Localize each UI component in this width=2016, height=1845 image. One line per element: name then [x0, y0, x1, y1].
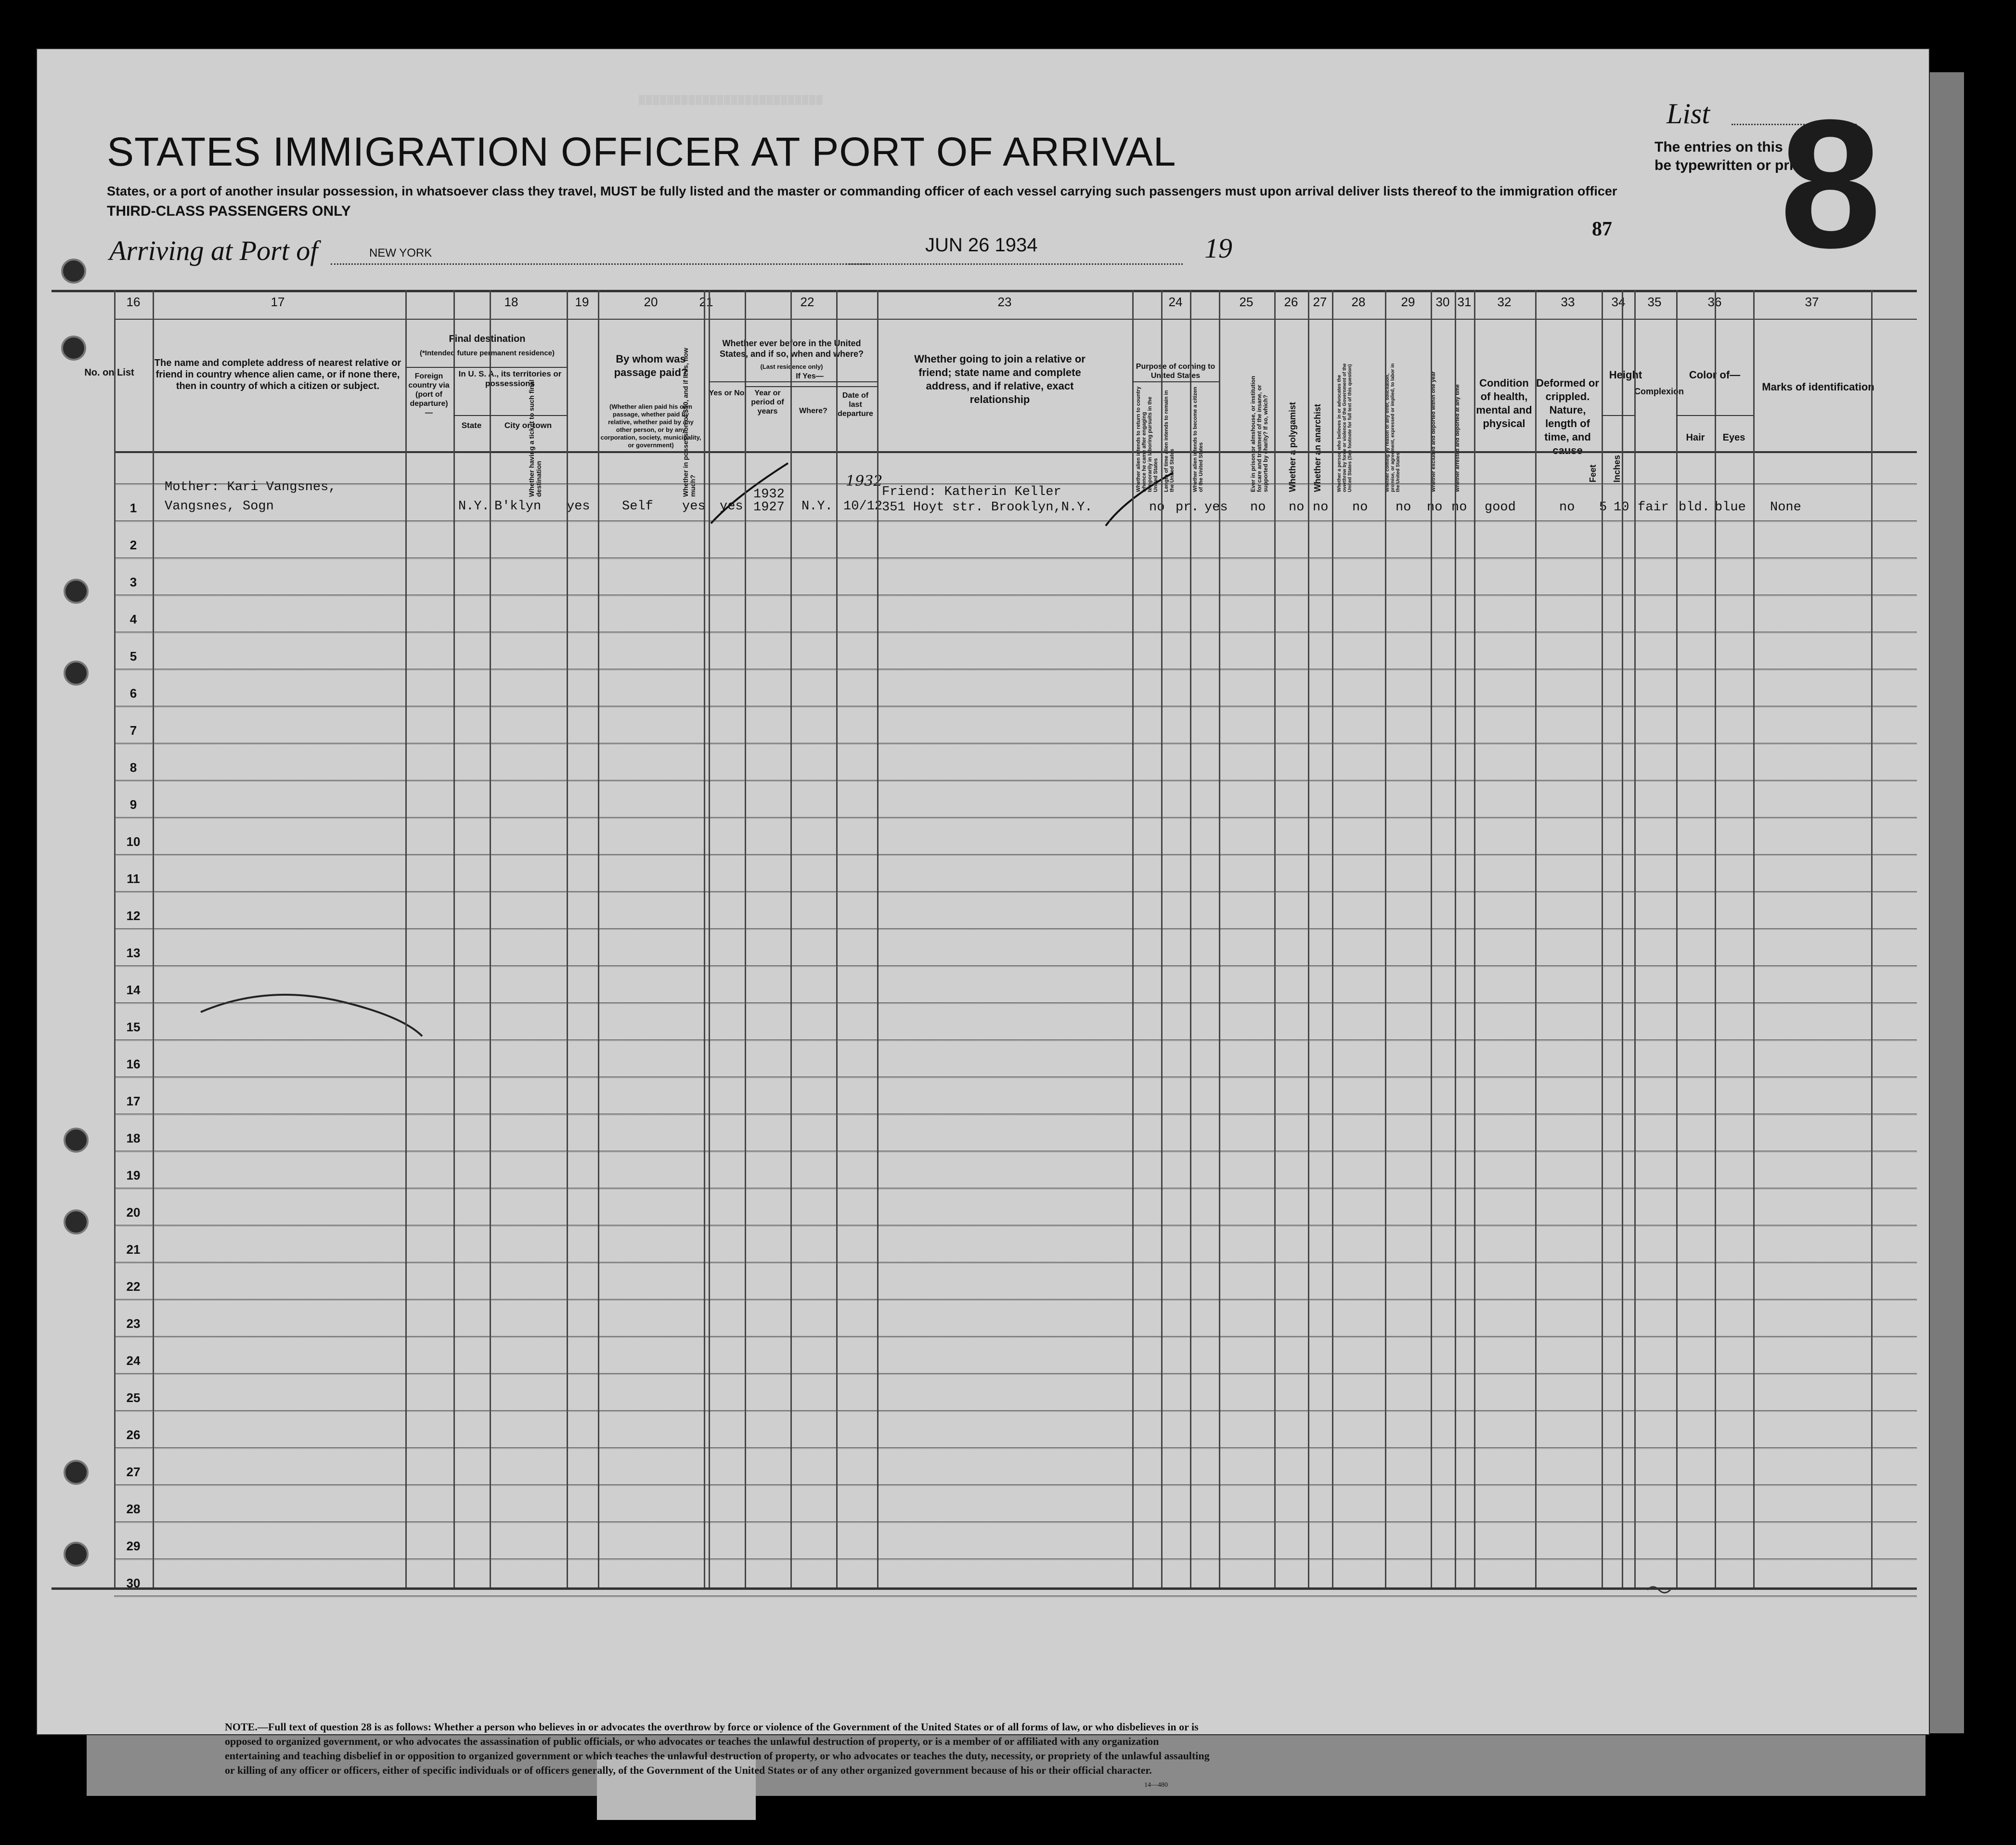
years-value-1: 1932: [753, 487, 785, 502]
col24-title: Purpose of coming to United States: [1136, 363, 1215, 380]
footnote: NOTE.—Full text of question 28 is as follows: Whether a person who believes in or advocates the overthrow by force or violence of the Government of the United States or of all forms of law, or who disbelieves in or is opposed to organized government, or who advocates the assassination of public officials, or who advocates or teaches the unlawful destruction of property, or is a member of or affiliated with any organization entertaining and teaching disbelief in or opposition to organized government or which teaches the unlawful destruction of property, or who advocates or teaches the duty, necessity, or propriety of the unlawful assaulting or killing of any officer or officers, either of specific individuals or of officers generally, of the Government of the United States or of any other organized government because of his or their official character.: [225, 1721, 1210, 1776]
col36-hair-header: Hair: [1686, 432, 1705, 443]
column-rule: [1332, 290, 1333, 1587]
marks-value: None: [1770, 500, 1801, 515]
dest-city: B'klyn: [494, 499, 542, 514]
before-us-value: yes: [720, 499, 743, 514]
row-number: 29: [126, 1539, 141, 1553]
column-number: 37: [1805, 295, 1819, 309]
form-number: 14—480: [1144, 1781, 1168, 1789]
where-value: N.Y.: [801, 499, 833, 514]
column-rule: [745, 290, 746, 1587]
row-number: 30: [126, 1576, 141, 1590]
column-number: 36: [1707, 295, 1722, 309]
column-number: 23: [997, 295, 1012, 309]
port-value: NEW YORK: [369, 247, 432, 260]
money-value: yes: [682, 499, 706, 514]
row-number: 28: [126, 1502, 141, 1516]
rule-line: [114, 1411, 1917, 1412]
rule-line: [745, 386, 877, 387]
column-rule: [1676, 290, 1678, 1587]
row-number: 24: [126, 1353, 141, 1368]
column-number: 18: [504, 295, 518, 309]
row-number: 3: [129, 575, 137, 589]
column-rule: [1535, 290, 1537, 1587]
rule-line: [114, 1448, 1917, 1449]
col18-foreign-header: Foreign country via (port of departure)—: [408, 372, 450, 417]
col33-header: Deformed or crippled. Nature, length of time, and cause: [1536, 377, 1599, 456]
col26-header: Whether a polygamist: [1288, 402, 1297, 492]
row-number: 16: [126, 1057, 141, 1071]
col34-inches-header: Inches: [1612, 455, 1622, 482]
col28-header: Whether a person who believes in or advocates the overthrow by force or violence of the Government of the United States (See footnote for full text of this question): [1337, 363, 1353, 492]
col17-header: The name and complete address of nearest relative or friend in country whence alien came, or if none there, then in country of which a citizen or subject.: [154, 358, 401, 391]
column-number: 29: [1401, 295, 1415, 309]
column-rule: [1190, 290, 1191, 1587]
column-rule: [405, 290, 407, 1587]
rule-line: [114, 484, 1917, 485]
rule-line: [114, 451, 1917, 453]
rule-line: [405, 367, 567, 368]
column-number: 27: [1313, 295, 1327, 309]
list-label: List: [1667, 98, 1710, 130]
check-stroke-2: [1106, 473, 1173, 526]
row-number: 7: [129, 723, 137, 738]
class-label: THIRD-CLASS PASSENGERS ONLY: [107, 203, 351, 219]
col37-header: Marks of identification: [1762, 381, 1874, 393]
row-number: 14: [126, 983, 141, 997]
column-rule: [490, 290, 491, 1587]
page-title: STATES IMMIGRATION OFFICER AT PORT OF ARRIVAL: [107, 129, 1176, 174]
row-number: 1: [129, 501, 137, 515]
column-rule: [709, 290, 710, 1587]
col16-header: No. on List: [84, 367, 134, 378]
rule-line: [114, 1559, 1917, 1560]
rule-line: [453, 415, 567, 416]
column-number: 21: [699, 295, 713, 309]
feet-value: 5: [1599, 500, 1607, 515]
row-number: 2: [129, 538, 137, 552]
row-number: 19: [126, 1168, 141, 1182]
column-rule: [1622, 290, 1623, 1587]
column-rule: [1871, 290, 1873, 1587]
arrested-value: no: [1451, 500, 1467, 515]
bleed-through-text: ▒▒▒▒▒▒▒▒▒▒▒▒▒▒▒▒▒▒▒▒▒▒▒▒▒▒: [639, 95, 824, 104]
col23-header: Whether going to join a relative or friend; state name and complete address, and if relative, exact relationship: [914, 353, 1086, 405]
row-number: 13: [126, 946, 141, 960]
relative-line-2: Vangsnes, Sogn: [165, 499, 274, 514]
column-number: 35: [1647, 295, 1662, 309]
offer-labor-value: no: [1396, 500, 1411, 515]
col18-usa-header: In U. S. A., its territories or possessions: [458, 369, 562, 388]
rule-line: [52, 290, 1917, 292]
join-line-1: Friend: Katherin Keller: [882, 485, 1061, 499]
col18-title: Final destination: [449, 334, 526, 344]
col22-title: Whether ever before in the United States, and if so, when and where?: [719, 338, 864, 359]
column-number: 28: [1351, 295, 1366, 309]
list-number: 8: [1780, 81, 1882, 286]
col22-year-header: Year or period of years: [751, 389, 784, 416]
rule-line: [114, 1337, 1917, 1338]
row-number: 23: [126, 1316, 141, 1331]
column-rule: [1431, 290, 1432, 1587]
column-rule: [790, 290, 792, 1587]
col35-header: Complexion: [1634, 387, 1684, 396]
column-number: 22: [800, 295, 814, 309]
col34-feet-header: Feet: [1588, 464, 1598, 482]
col20-title: By whom was passage paid?: [614, 353, 688, 378]
last-departure-value: 10/12: [843, 499, 883, 514]
passage-paid-value: Self: [622, 499, 653, 514]
column-number: 19: [575, 295, 589, 309]
col24-citizen-header: Whether alien intends to become a citizen of the United States: [1192, 387, 1204, 492]
rule-line: [1602, 415, 1634, 416]
column-rule: [1602, 290, 1603, 1587]
column-rule: [1132, 290, 1134, 1587]
col32-header: Condition of health, mental and physical: [1476, 377, 1532, 429]
column-rule: [1161, 290, 1163, 1587]
length-stay-value: pr.: [1176, 500, 1199, 515]
column-rule: [453, 290, 455, 1587]
column-number: 25: [1239, 295, 1254, 309]
arrival-date: JUN 26 1934: [925, 234, 1038, 256]
health-value: good: [1485, 500, 1516, 515]
rule-line: [114, 1003, 1917, 1004]
rule-line: [114, 966, 1917, 967]
row-number: 17: [126, 1094, 141, 1108]
column-number: 30: [1435, 295, 1450, 309]
column-number: 20: [644, 295, 658, 309]
col20-note: (Whether alien paid his own passage, whether paid by relative, whether paid by any other person, or by any corporation, society, municipality, or government): [600, 403, 701, 449]
overthrow-value: no: [1352, 500, 1368, 515]
complexion-value: fair: [1638, 500, 1669, 515]
col25-header: Ever in prison or almshouse, or institution for care and treatment of the insane, or supported by charity? If so, which?: [1250, 376, 1269, 492]
column-rule: [153, 290, 154, 1587]
col24-length-header: Length of time alien intends to remain in the United States: [1163, 390, 1175, 492]
eyes-value: blue: [1715, 500, 1746, 515]
col19-header: Whether having a ticket to such final destination: [528, 379, 543, 497]
col36-eyes-header: Eyes: [1722, 432, 1745, 443]
col18-state-header: State: [461, 421, 482, 430]
join-line-2: 351 Hoyt str. Brooklyn,N.Y.: [882, 500, 1093, 515]
row-number: 25: [126, 1390, 141, 1405]
col34-title: Height: [1609, 369, 1642, 381]
row-number: 26: [126, 1428, 141, 1442]
rule-line: [114, 818, 1917, 819]
column-rule: [1308, 290, 1309, 1587]
column-number: 17: [271, 295, 285, 309]
col30-header: Whether excluded and deported within one year: [1431, 371, 1436, 492]
column-number: 34: [1611, 295, 1626, 309]
column-number: 16: [126, 295, 141, 309]
row-number: 18: [126, 1131, 141, 1145]
row-number: 11: [127, 871, 140, 886]
col22-date-header: Date of last departure: [838, 391, 873, 418]
rule-line: [1676, 415, 1753, 416]
row-number: 9: [129, 797, 137, 812]
rule-line: [114, 1485, 1917, 1486]
page-number: 87: [1592, 218, 1612, 240]
col36-title: Color of—: [1689, 369, 1741, 381]
rule-line: [114, 855, 1917, 856]
column-number: 31: [1457, 295, 1472, 309]
row-number: 10: [126, 834, 141, 849]
handwritten-year: 1932: [846, 473, 883, 490]
row-number: 6: [129, 686, 137, 701]
column-rule: [1219, 290, 1220, 1587]
col22-note: (Last residence only): [760, 363, 823, 370]
row-number: 15: [126, 1020, 141, 1034]
column-rule: [704, 290, 705, 1587]
col29-header: Whether coming by reason of any offer, solicitation, promise, or agreement, expressed or implied, to labor in the United States: [1385, 363, 1401, 492]
row-number: 12: [126, 909, 141, 923]
rule-line: [52, 1587, 1917, 1590]
column-number: 24: [1168, 295, 1183, 309]
column-rule: [114, 290, 116, 1587]
col24-return-header: Whether alien intends to return to country whence he came after engaging temporarily in laboring pursuits in the United States: [1136, 386, 1159, 492]
rule-line: [114, 521, 1917, 522]
column-rule: [1474, 290, 1475, 1587]
relative-line-1: Mother: Kari Vangsnes,: [165, 480, 336, 494]
row-number: 4: [129, 612, 137, 626]
rule-line: [114, 319, 1917, 320]
column-rule: [1753, 290, 1755, 1587]
citizen-value: yes: [1204, 500, 1228, 515]
dest-state: N.Y.: [458, 499, 490, 514]
column-number: 33: [1561, 295, 1575, 309]
row-number: 21: [126, 1242, 141, 1257]
inches-value: 10: [1614, 500, 1629, 515]
excluded-value: no: [1427, 500, 1443, 515]
row-number: 8: [129, 760, 137, 775]
column-rule: [836, 290, 838, 1587]
row-number: 27: [126, 1465, 141, 1479]
col22-where-header: Where?: [799, 407, 827, 415]
rule-line: [1132, 381, 1219, 382]
instructions-line-1: The entries on this: [1654, 139, 1783, 155]
header-instructions: States, or a port of another insular possession, in whatsoever class they travel, MUST be fully listed and the master or commanding officer of each vessel carrying such passengers must upon arrival deliver lists thereof to the immigration officer: [107, 184, 1617, 198]
col18-city-header: City or town: [504, 421, 552, 430]
column-number: 32: [1497, 295, 1512, 309]
deformed-value: no: [1559, 500, 1575, 515]
column-rule: [1274, 290, 1276, 1587]
polygamist-value: no: [1289, 500, 1305, 515]
col27-header: Whether an anarchist: [1313, 403, 1322, 492]
instructions-line-2: be typewritten or prin: [1654, 157, 1802, 173]
col22-yesno-header: Yes or No: [709, 389, 745, 397]
col22-ifyes: If Yes—: [796, 372, 824, 380]
row-number: 5: [129, 649, 137, 663]
year-prefix: 19: [1204, 233, 1232, 264]
column-rule: [598, 290, 599, 1587]
row-number: 20: [126, 1205, 141, 1220]
anarchist-value: no: [1313, 500, 1329, 515]
ticket-value: yes: [567, 499, 590, 514]
column-rule: [1455, 290, 1456, 1587]
column-rule: [1715, 290, 1716, 1587]
rule-line: [114, 892, 1917, 893]
col21-header: Whether in possession of $50, and if less, how much?: [682, 348, 697, 497]
prison-value: no: [1250, 500, 1266, 515]
row-number: 22: [126, 1279, 141, 1294]
column-rule: [1634, 290, 1636, 1587]
rule-line: [114, 929, 1917, 930]
rule-line: [709, 381, 877, 382]
pen-stroke: [201, 995, 422, 1036]
column-rule: [877, 290, 879, 1587]
manifest-page: [36, 48, 1930, 1789]
rule-line: [114, 1374, 1917, 1375]
col18-note: (*Intended future permanent residence): [419, 349, 555, 357]
rule-line: [114, 1040, 1917, 1041]
hair-value: bld.: [1679, 500, 1710, 515]
col31-header: Whether arrested and deported at any time: [1455, 384, 1460, 492]
column-rule: [567, 290, 568, 1587]
rule-line: [114, 1522, 1917, 1523]
column-rule: [1385, 290, 1386, 1587]
check-stroke-1: [711, 463, 788, 523]
column-number: 26: [1284, 295, 1298, 309]
arriving-label: Arriving at Port of: [109, 235, 318, 266]
years-value-2: 1927: [753, 500, 785, 515]
return-country-value: no: [1149, 500, 1165, 515]
